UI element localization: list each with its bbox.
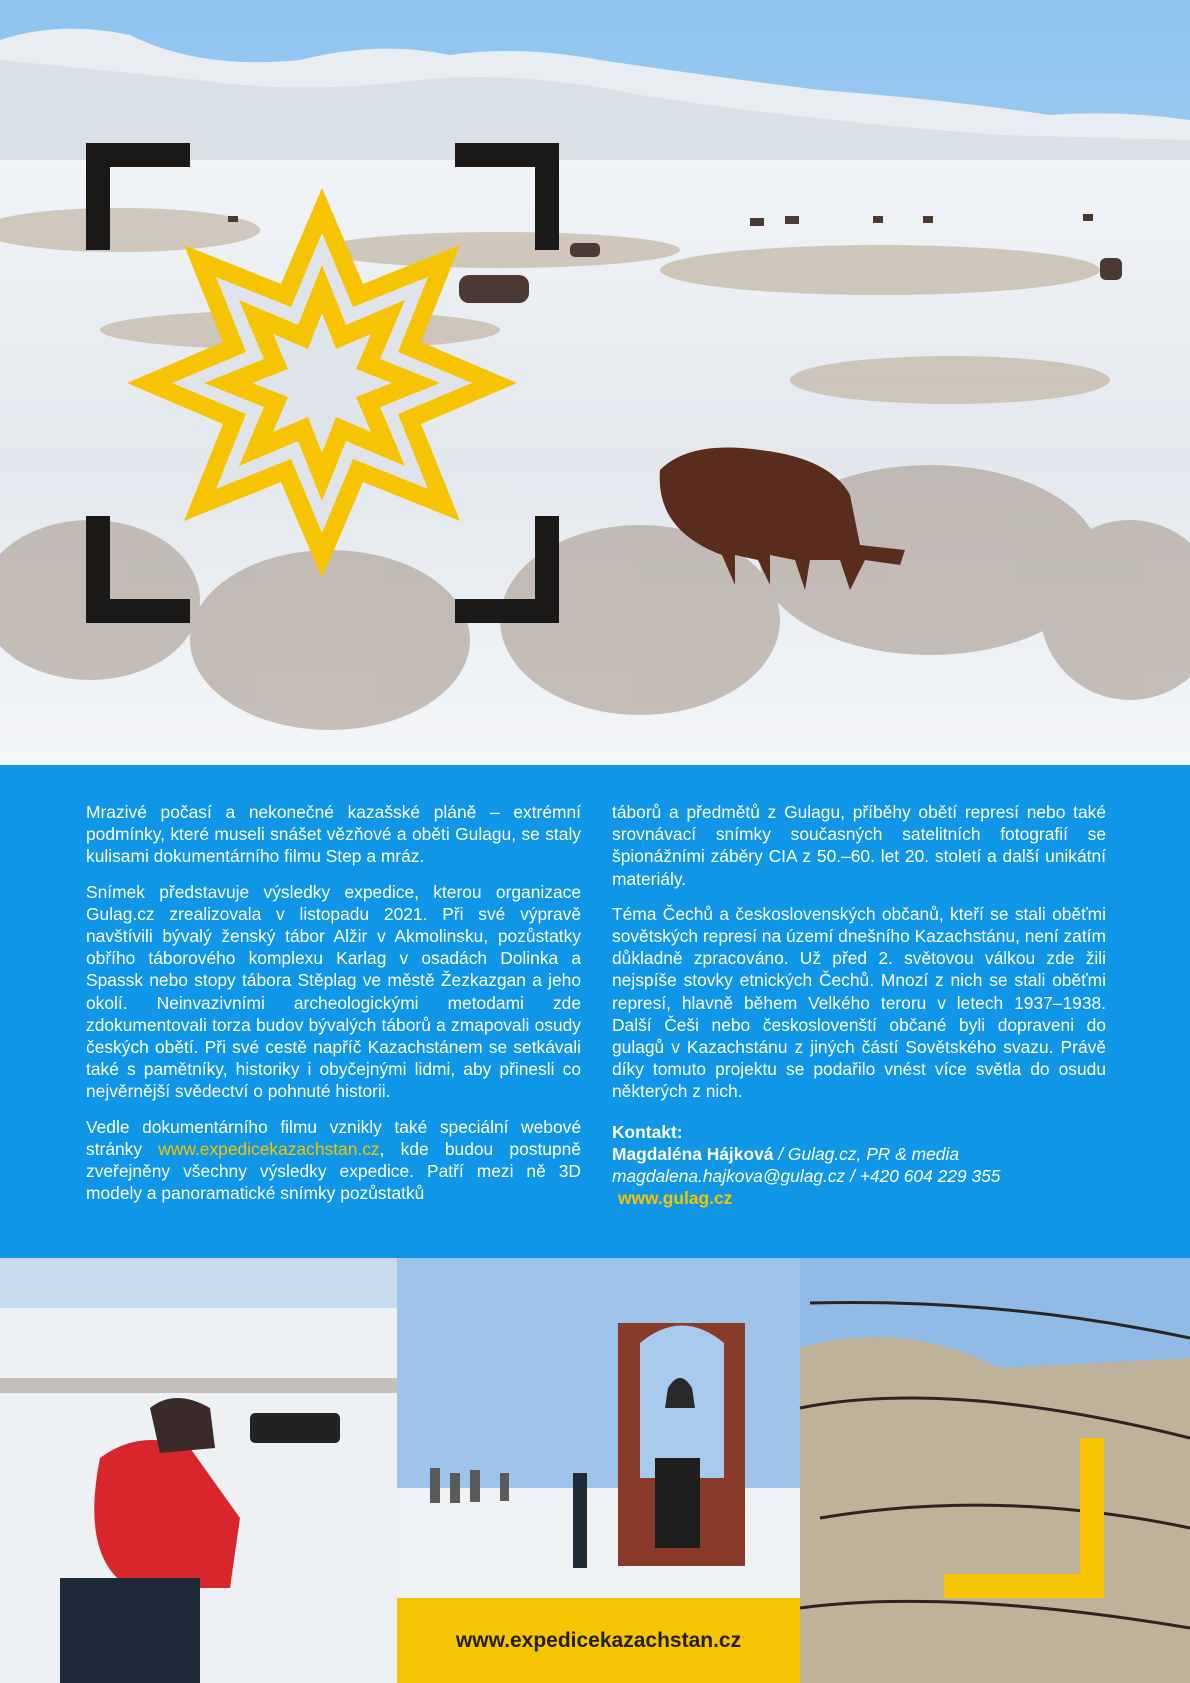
website-text-after: , kde budou postupně zveřejněny všechny výsledky expedice. Patří mezi ně 3D modely a panoramatické snímky pozůstatků [86,1138,581,1204]
materials-paragraph: táborů a předmětů z Gulagu, příběhy obětí represí nebo také srovnávací snímky současných satelitních fotografií se špionážními záběry CIA z 50.–60. let 20. století a další unikátní materiály. [612,802,1106,889]
barbed-wire-photo [800,1258,1190,1683]
info-section [0,765,1190,1258]
contact-label: Kontakt: [612,1121,683,1142]
contact-name: Magdaléna Hájková [612,1143,774,1164]
left-column [86,801,581,1217]
cameraman-photo [0,1258,397,1683]
bell-monument-photo [397,1258,800,1598]
intro-paragraph: Mrazivé počasí a nekonečné kazašské pláně – extrémní podmínky, které museli snášet vězňové a oběti Gulagu, se staly kulisami dokumentárního filmu Step a mráz. [86,802,581,867]
footer-website-link[interactable]: www.expedicekazachstan.cz [397,1598,800,1683]
contact-role: / Gulag.cz, PR & media [773,1143,959,1164]
contact-person [612,1143,1106,1165]
website-text-before: Vedle dokumentárního filmu vznikly také speciální webové stránky [86,1116,581,1159]
right-column [612,801,1106,1209]
gulag-website-link[interactable]: www.gulag.cz [618,1188,733,1209]
corner-bracket-icon [86,143,190,250]
czech-victims-paragraph: Téma Čechů a československých občanů, kteří se stali oběťmi sovětských represí na území dnešního Kazachstánu, není zatím důkladně zpracováno. Už před 2. světovou válkou zde žili nejspíše stovky etnických Čechů. Mnozí z nich se stali oběťmi represí, hlavně během Velkého teroru v letech 1937–1938. Další Češi nebo českoslovenští občané byli dopraveni do gulagů v Kazachstánu z jiných částí Sovětského svazu. Právě díky tomuto projektu se podařilo vnést více světla do osudu některých z nich. [612,903,1106,1102]
website-paragraph [86,1116,581,1205]
contact-email-phone[interactable]: magdalena.hajkova@gulag.cz / +420 604 229 355 [612,1166,1001,1187]
hero-photo [0,0,1190,765]
expedition-website-link[interactable]: www.expedicekazachstan.cz [158,1138,380,1159]
contact-block [612,1121,1106,1210]
expedition-paragraph: Snímek představuje výsledky expedice, kterou organizace Gulag.cz zrealizovala v listopadu 2021. Při své výpravě navštívili bývalý ženský tábor Alžir v Akmolinsku, pozůstatky obřího táborového komplexu Karlag v osadách Dolinka a Spassk nebo stopy tábora Stěplag ve městě Žezkazgan a jeho okolí. Neinvazivními archeologickými metodami zde zdokumentovali torza budov bývalých táborů a zmapovali osudy českých obětí. Při své cestě napříč Kazachstánem se setkávali také s pamětníky, historiky i obyčejnými lidmi, aby přinesli co nejvěrnější svědectví o pohnuté historii. [86,881,581,1102]
